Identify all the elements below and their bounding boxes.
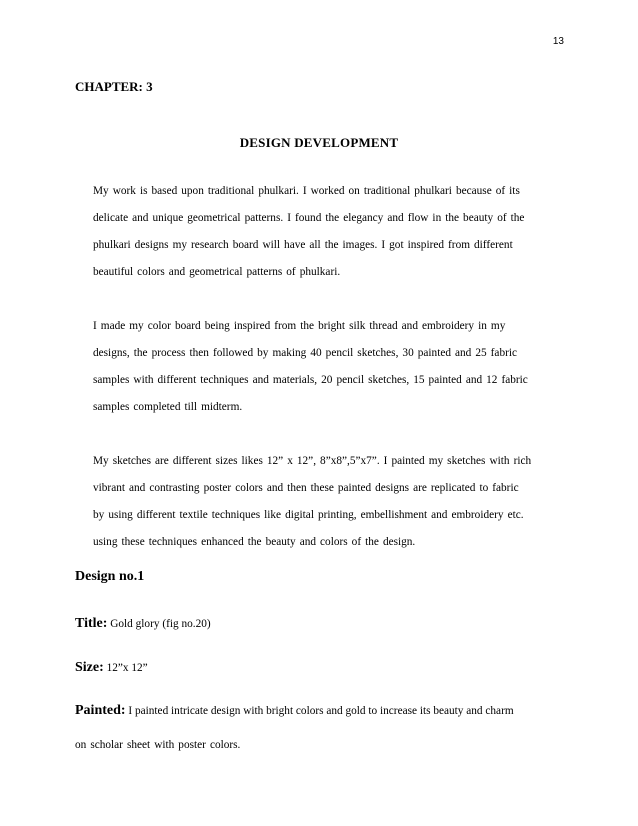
paragraph-line: My work is based upon traditional phulkari. I worked on traditional phulkari because of its <box>93 185 520 197</box>
design-painted-value: I painted intricate design with bright colors and gold to increase its beauty and charm <box>125 705 514 717</box>
design-painted-label: Painted: <box>75 703 126 718</box>
design-painted-field <box>75 703 514 719</box>
design-size-label: Size: <box>75 660 104 675</box>
section-title: DESIGN DEVELOPMENT <box>239 135 399 150</box>
paragraph-line: delicate and unique geometrical patterns. I found the elegancy and flow in the beauty of the <box>93 212 525 224</box>
paragraph-3 <box>93 448 563 556</box>
paragraph-line: designs, the process then followed by making 40 pencil sketches, 30 painted and 25 fabric <box>93 347 518 359</box>
paragraph-line: using these techniques enhanced the beauty and colors of the design. <box>93 536 416 548</box>
paragraph-1 <box>93 178 563 286</box>
design-painted-continuation: on scholar sheet with poster colors. <box>75 739 241 751</box>
paragraph-line: samples completed till midterm. <box>93 401 243 413</box>
paragraph-line: by using different textile techniques like digital printing, embellishment and embroidery etc. <box>93 509 524 521</box>
paragraph-line: samples with different techniques and materials, 20 pencil sketches, 15 painted and 12 fabric <box>93 374 528 386</box>
paragraph-line: phulkari designs my research board will have all the images. I got inspired from different <box>93 239 513 251</box>
design-title-label: Title: <box>75 616 108 631</box>
chapter-heading: CHAPTER: 3 <box>75 79 153 94</box>
paragraph-line: vibrant and contrasting poster colors and then these painted designs are replicated to fabric <box>93 482 519 494</box>
paragraph-line: beautiful colors and geometrical patterns of phulkari. <box>93 266 341 278</box>
design-size-field <box>75 660 148 676</box>
design-heading: Design no.1 <box>75 569 145 584</box>
page-number: 13 <box>552 36 564 47</box>
paragraph-2 <box>93 313 563 421</box>
paragraph-line: I made my color board being inspired from the bright silk thread and embroidery in my <box>93 320 506 332</box>
paragraph-line: My sketches are different sizes likes 12” x 12”, 8”x8”,5”x7”. I painted my sketches with rich <box>93 455 532 467</box>
design-title-field <box>75 616 211 632</box>
design-title-value: Gold glory (fig no.20) <box>107 618 211 630</box>
design-size-value: 12”x 12” <box>103 662 148 674</box>
